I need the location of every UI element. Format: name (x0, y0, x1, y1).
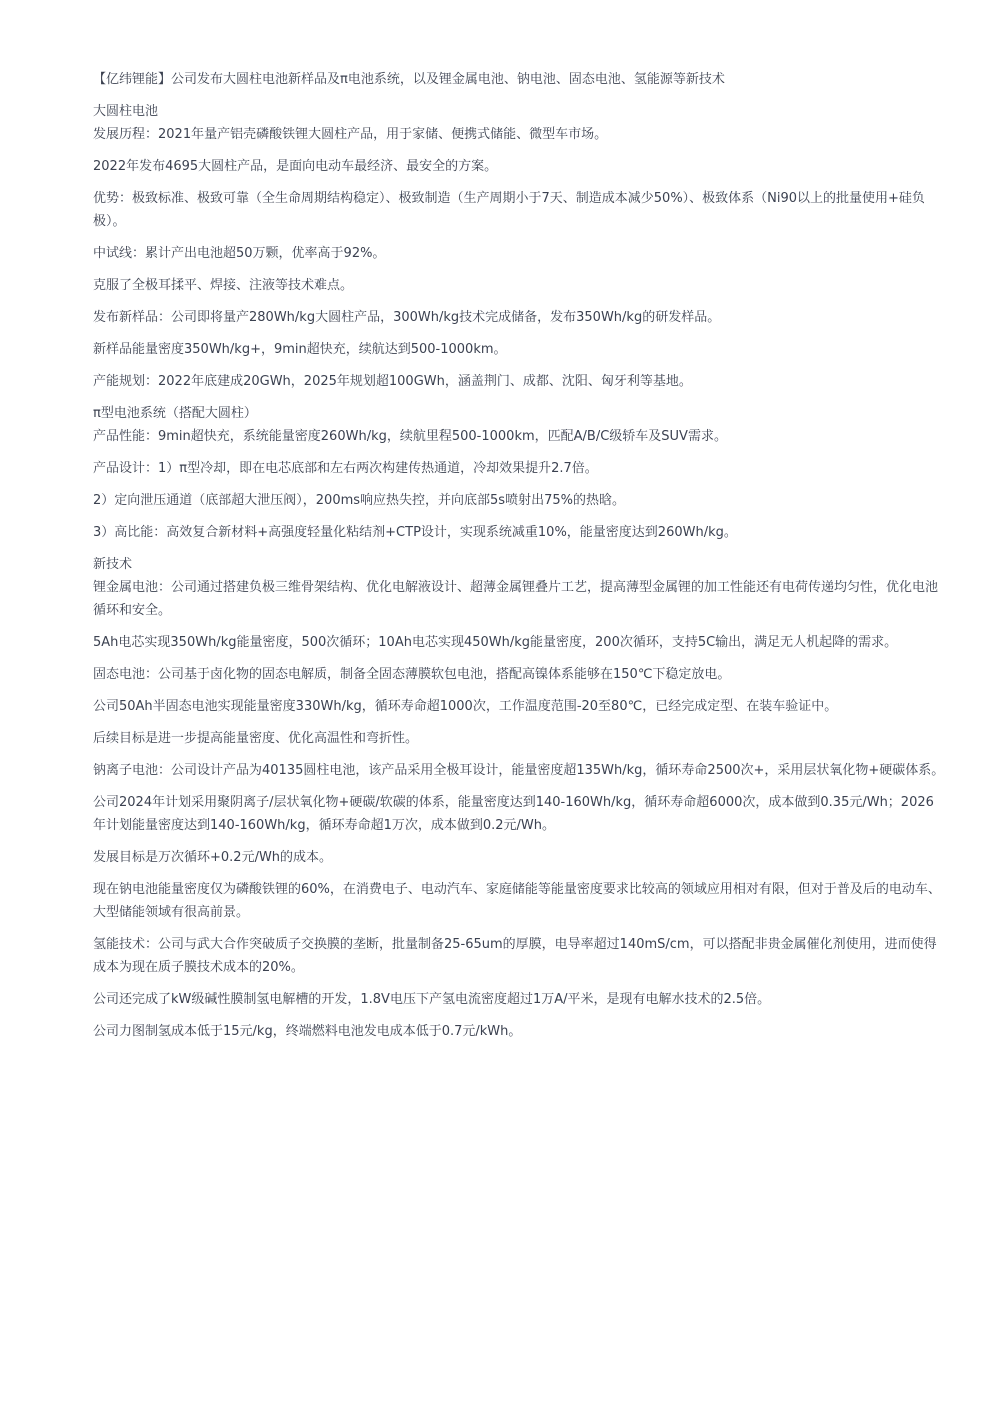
paragraph: 发展历程：2021年量产铝壳磷酸铁锂大圆柱产品，用于家储、便携式储能、微型车市场。 (93, 127, 608, 142)
paragraph: 锂金属电池：公司通过搭建负极三维骨架结构、优化电解液设计、超薄金属锂叠片工艺，提高薄型金属锂的加工性能还有电荷传递均匀性，优化电池循环和安全。 (93, 580, 939, 618)
section-new-technology (93, 553, 945, 1043)
section-pi-battery-system (93, 402, 945, 544)
paragraph: 产能规划：2022年底建成20GWh，2025年规划超100GWh，涵盖荆门、成都、沈阳、匈牙利等基地。 (93, 374, 692, 389)
paragraph: 5Ah电芯实现350Wh/kg能量密度，500次循环；10Ah电芯实现450Wh/kg能量密度，200次循环，支持5C输出，满足无人机起降的需求。 (93, 635, 898, 650)
section-large-cylinder (93, 100, 945, 393)
paragraph: 中试线：累计产出电池超50万颗，优率高于92%。 (93, 246, 386, 261)
paragraph: 发展目标是万次循环+0.2元/Wh的成本。 (93, 850, 333, 865)
document-body (93, 68, 945, 1052)
section-heading: 大圆柱电池 (93, 104, 159, 119)
paragraph: 产品性能：9min超快充，系统能量密度260Wh/kg，续航里程500-1000km，匹配A/B/C级轿车及SUV需求。 (93, 429, 727, 444)
paragraph: 3）高比能：高效复合新材料+高强度轻量化粘结剂+CTP设计，实现系统减重10%，能量密度达到260Wh/kg。 (93, 525, 737, 540)
paragraph: 固态电池：公司基于卤化物的固态电解质，制备全固态薄膜软包电池，搭配高镍体系能够在150℃下稳定放电。 (93, 667, 731, 682)
paragraph: 公司还完成了kW级碱性膜制氢电解槽的开发，1.8V电压下产氢电流密度超过1万A/平米，是现有电解水技术的2.5倍。 (93, 992, 771, 1007)
paragraph: 氢能技术：公司与武大合作突破质子交换膜的垄断，批量制备25-65um的厚膜，电导率超过140mS/cm，可以搭配非贵金属催化剂使用，进而使得成本为现在质子膜技术成本的20%。 (93, 937, 937, 975)
paragraph: 公司2024年计划采用聚阴离子/层状氧化物+硬碳/软碳的体系，能量密度达到140-160Wh/kg，循环寿命超6000次，成本做到0.35元/Wh；2026年计划能量密度达到140-160Wh/kg，循环寿命超1万次，成本做到0.2元/Wh。 (93, 795, 934, 833)
paragraph: 2）定向泄压通道（底部超大泄压阀），200ms响应热失控，并向底部5s喷射出75%的热晗。 (93, 493, 625, 508)
document-title: 【亿纬锂能】公司发布大圆柱电池新样品及π电池系统，以及锂金属电池、钠电池、固态电池、氢能源等新技术 (93, 72, 725, 87)
paragraph: 现在钠电池能量密度仅为磷酸铁锂的60%，在消费电子、电动汽车、家庭储能等能量密度要求比较高的领域应用相对有限，但对于普及后的电动车、大型储能领域有很高前景。 (93, 882, 941, 920)
paragraph: 产品设计：1）π型冷却，即在电芯底部和左右两次构建传热通道，冷却效果提升2.7倍。 (93, 461, 598, 476)
paragraph: 优势：极致标准、极致可靠（全生命周期结构稳定）、极致制造（生产周期小于7天、制造成本减少50%）、极致体系（Ni90以上的批量使用+硅负极）。 (93, 191, 925, 229)
section-heading: π型电池系统（搭配大圆柱） (93, 406, 257, 421)
section-heading: 新技术 (93, 557, 133, 572)
paragraph: 克服了全极耳揉平、焊接、注液等技术难点。 (93, 278, 354, 293)
paragraph: 公司力图制氢成本低于15元/kg，终端燃料电池发电成本低于0.7元/kWh。 (93, 1024, 522, 1039)
paragraph: 发布新样品：公司即将量产280Wh/kg大圆柱产品，300Wh/kg技术完成储备，发布350Wh/kg的研发样品。 (93, 310, 721, 325)
paragraph: 公司50Ah半固态电池实现能量密度330Wh/kg，循环寿命超1000次，工作温度范围-20至80℃，已经完成定型、在装车验证中。 (93, 699, 838, 714)
paragraph: 后续目标是进一步提高能量密度、优化高温性和弯折性。 (93, 731, 419, 746)
paragraph: 钠离子电池：公司设计产品为40135圆柱电池，该产品采用全极耳设计，能量密度超135Wh/kg，循环寿命2500次+，采用层状氧化物+硬碳体系。 (93, 763, 945, 778)
paragraph: 2022年发布4695大圆柱产品，是面向电动车最经济、最安全的方案。 (93, 159, 498, 174)
paragraph: 新样品能量密度350Wh/kg+，9min超快充，续航达到500-1000km。 (93, 342, 507, 357)
